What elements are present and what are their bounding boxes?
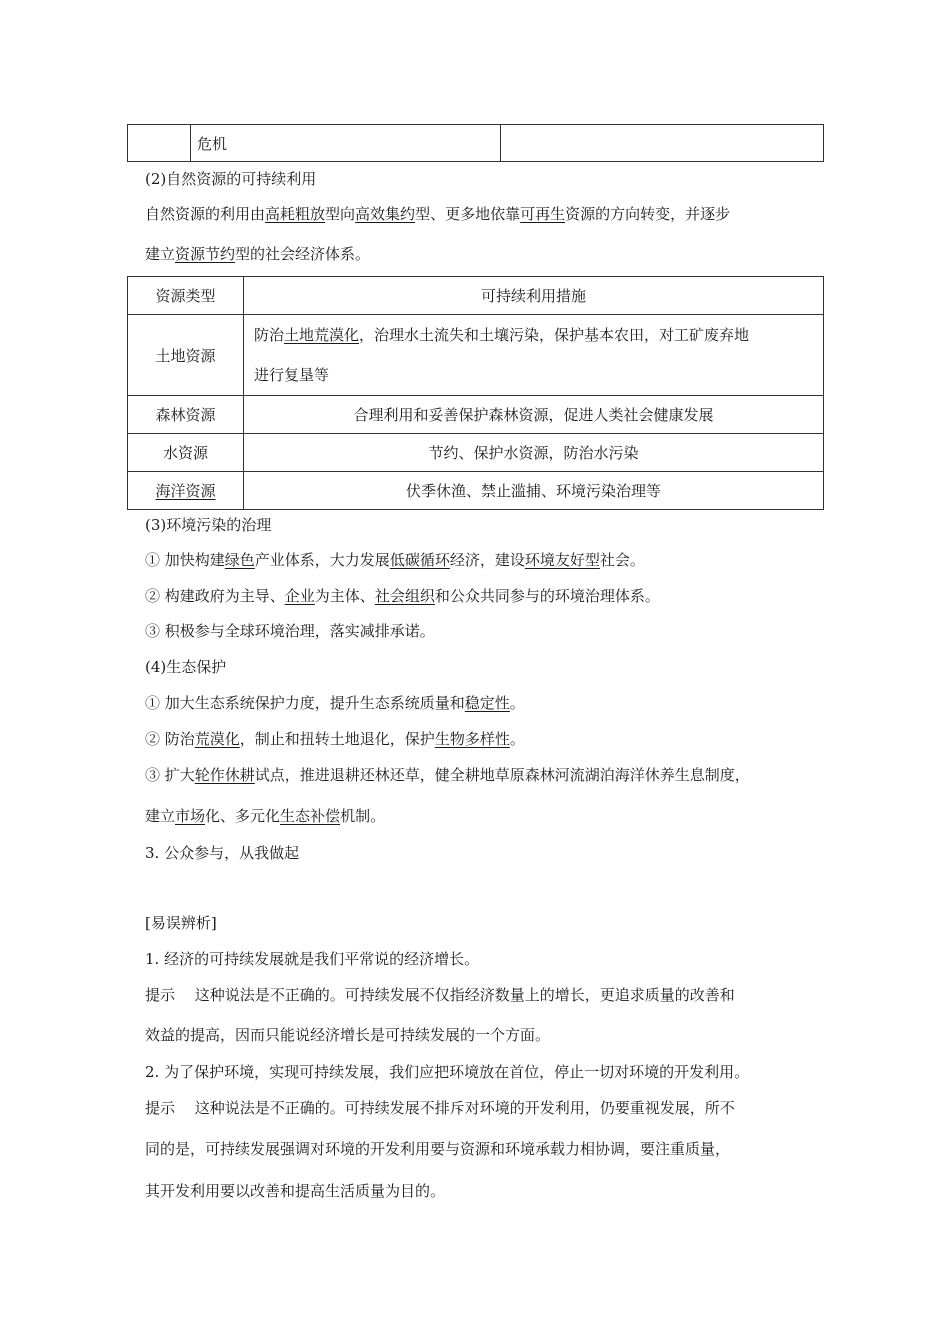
question: 1. 经济的可持续发展就是我们平常说的经济增长。	[145, 950, 480, 968]
answer-line: 提示 这种说法是不正确的。可持续发展不仅指经济数量上的增长，更追求质量的改善和	[145, 986, 735, 1004]
table-row	[128, 472, 824, 510]
table-row	[128, 315, 824, 396]
answer-line: 同的是，可持续发展强调对环境的开发利用要与资源和环境承载力相协调，要注重质量，	[145, 1140, 731, 1158]
header-cell: 可持续利用措施	[244, 277, 824, 315]
resource-type-cell: 森林资源	[128, 396, 244, 434]
paragraph: 建立资源节约型的社会经济体系。	[145, 245, 371, 263]
list-item: ② 防治荒漠化，制止和扭转土地退化，保护生物多样性。	[145, 730, 525, 748]
section-heading: (2)自然资源的可持续利用	[145, 170, 317, 188]
header-cell: 资源类型	[128, 277, 244, 315]
resource-type-cell: 水资源	[128, 434, 244, 472]
paragraph: 自然资源的利用由高耗粗放型向高效集约型、更多地依靠可再生资源的方向转变，并逐步	[145, 205, 731, 223]
measure-cell: 防治土地荒漠化，治理水土流失和土壤污染，保护基本农田，对工矿废弃地 进行复垦等	[244, 315, 824, 396]
list-item: ① 加快构建绿色产业体系，大力发展低碳循环经济，建设环境友好型社会。	[145, 551, 645, 569]
list-item: ③ 积极参与全球环境治理，落实减排承诺。	[145, 622, 435, 640]
measure-cell: 伏季休渔、禁止滥捕、环境污染治理等	[244, 472, 824, 510]
top-table-fragment	[127, 124, 824, 162]
answer-line: 提示 这种说法是不正确的。可持续发展不排斥对环境的开发利用，仍要重视发展，所不	[145, 1099, 735, 1117]
list-item-continuation: 建立市场化、多元化生态补偿机制。	[145, 807, 386, 825]
question: 2. 为了保护环境，实现可持续发展，我们应把环境放在首位，停止一切对环境的开发利用。	[145, 1063, 750, 1081]
list-item: ① 加大生态系统保护力度，提升生态系统质量和稳定性。	[145, 694, 525, 712]
table-row	[128, 434, 824, 472]
section-heading: 3. 公众参与，从我做起	[145, 844, 300, 862]
table-cell	[501, 125, 824, 162]
table-header-row	[128, 277, 824, 315]
section-heading: (4)生态保护	[145, 658, 227, 676]
resource-type-cell: 土地资源	[128, 315, 244, 396]
table-cell: 危机	[191, 125, 501, 162]
measure-cell: 合理利用和妥善保护森林资源，促进人类社会健康发展	[244, 396, 824, 434]
resource-table	[127, 276, 824, 510]
list-item: ③ 扩大轮作休耕试点，推进退耕还林还草，健全耕地草原森林河流湖泊海洋休养生息制度，	[145, 766, 750, 784]
table-cell	[128, 125, 191, 162]
answer-line: 效益的提高，因而只能说经济增长是可持续发展的一个方面。	[145, 1026, 551, 1044]
list-item: ② 构建政府为主导、企业为主体、社会组织和公众共同参与的环境治理体系。	[145, 587, 660, 605]
table-row	[128, 396, 824, 434]
measure-cell: 节约、保护水资源，防治水污染	[244, 434, 824, 472]
answer-line: 其开发利用要以改善和提高生活质量为目的。	[145, 1182, 446, 1200]
errors-title: [易误辨析]	[145, 914, 217, 932]
resource-type-cell: 海洋资源	[128, 472, 244, 510]
section-heading: (3)环境污染的治理	[145, 516, 272, 534]
